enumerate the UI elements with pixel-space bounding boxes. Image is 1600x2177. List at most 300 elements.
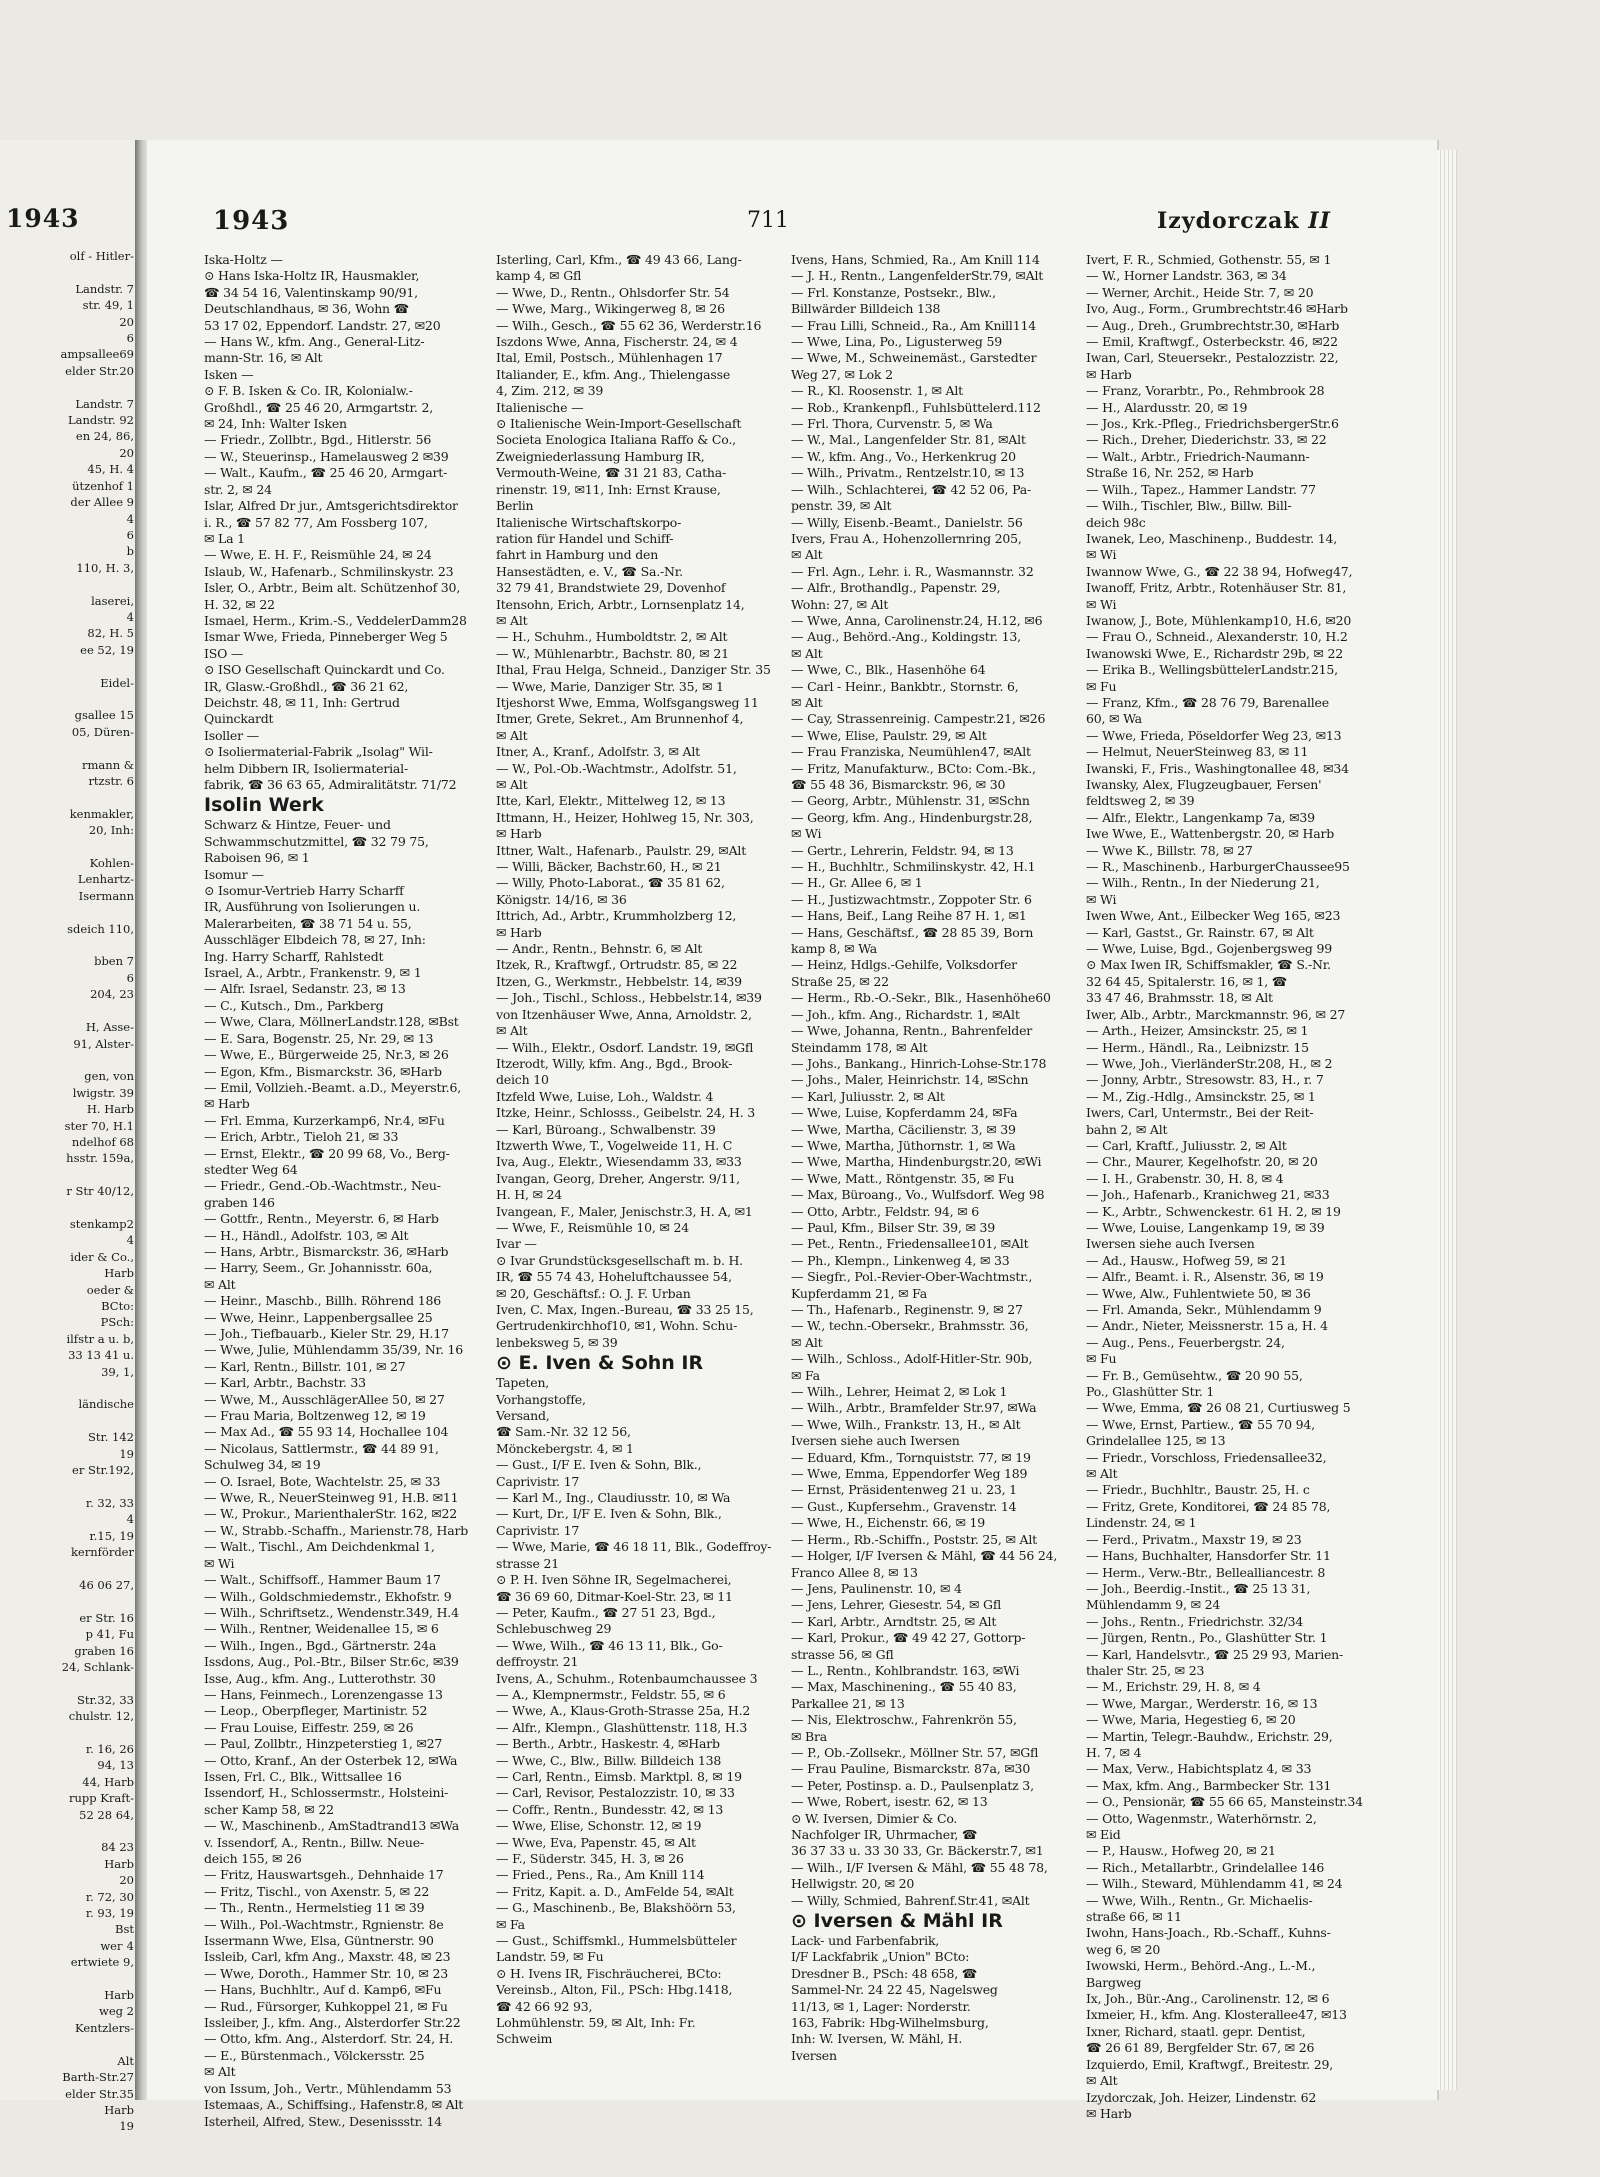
directory-entry-line: ✉ Fa (496, 1916, 525, 1932)
directory-entry-line: — Wwe, R., NeuerSteinweg 91, H.B. ✉11 (204, 1490, 459, 1506)
previous-page-fragment: ampsallee69 (60, 347, 134, 362)
directory-entry-line: Itmer, Grete, Sekret., Am Brunnenhof 4, (496, 711, 744, 727)
previous-page-fragment: 6 (126, 331, 134, 346)
directory-entry-line: — E., Bürstenmach., Völckersstr. 25 (204, 2047, 425, 2063)
directory-entry-line: — Joh., Hafenarb., Kranichweg 21, ✉33 (1086, 1187, 1330, 1203)
directory-entry-line: ✉ Wi (1086, 891, 1117, 907)
directory-entry-line: weg 6, ✉ 20 (1086, 1941, 1161, 1957)
previous-page-fragment: 84 23 (101, 1840, 134, 1855)
directory-entry-line: ⊙ ISO Gesellschaft Quinckardt und Co. (204, 662, 445, 678)
directory-entry-line: — Willy, Schmied, Bahrenf.Str.41, ✉Alt (791, 1892, 1030, 1908)
previous-page-fragment: 19 (119, 2119, 134, 2134)
directory-entry-line: penstr. 39, ✉ Alt (791, 498, 892, 514)
previous-page-fragment: 20 (119, 445, 134, 460)
directory-entry-line: Mühlendamm 9, ✉ 24 (1086, 1597, 1221, 1613)
directory-entry-line: — W., Mal., Langenfelder Str. 81, ✉Alt (791, 432, 1026, 448)
directory-entry-line: Ixmeier, H., kfm. Ang. Klosterallee47, ✉13 (1086, 2007, 1347, 2023)
directory-entry-line: H. 32, ✉ 22 (204, 596, 275, 612)
directory-entry-line: Vorhangstoffe, (496, 1391, 586, 1407)
directory-entry-line: Berlin (496, 498, 534, 514)
previous-page-fragment: ee 52, 19 (80, 642, 134, 657)
directory-entry-line: ✉ Alt (1086, 1466, 1118, 1482)
directory-entry-line: — H., Schuhm., Humboldtstr. 2, ✉ Alt (496, 629, 728, 645)
directory-entry-line: — Gertr., Lehrerin, Feldstr. 94, ✉ 13 (791, 842, 1014, 858)
directory-entry-line: — W., techn.-Obersekr., Brahmsstr. 36, (791, 1318, 1029, 1334)
directory-entry-line: — Aug., Behörd.-Ang., Koldingstr. 13, (791, 629, 1021, 645)
directory-entry-line: — Arth., Heizer, Amsinckstr. 25, ✉ 1 (1086, 1023, 1309, 1039)
directory-entry-line: — Gust., Schiffsmkl., Hummelsbütteler (496, 1933, 737, 1949)
previous-page-fragment (4, 937, 134, 953)
directory-entry-line: — Wilh., Rentn., In der Niederung 21, (1086, 875, 1320, 891)
directory-entry-line: ✉ Alt (791, 1334, 823, 1350)
directory-entry-line: ⊙ H. Ivens IR, Fischräucherei, BCto: (496, 1965, 722, 1981)
directory-entry-line: Itner, A., Kranf., Adolfstr. 3, ✉ Alt (496, 744, 700, 760)
directory-entry-line: ✉ 20, Geschäftsf.: O. J. F. Urban (496, 1285, 691, 1301)
directory-entry-line: — Gottfr., Rentn., Meyerstr. 6, ✉ Harb (204, 1211, 439, 1227)
directory-entry-line: Iwanowski Wwe, E., Richardstr 29b, ✉ 22 (1086, 645, 1343, 661)
directory-entry-line: ⊙ Ivar Grundstücksgesellschaft m. b. H. (496, 1252, 743, 1268)
page-header (147, 206, 1437, 246)
directory-entry-line: ☎ 42 66 92 93, (496, 1998, 593, 2014)
previous-page-fragment: 19 (119, 1446, 134, 1461)
running-head-name: Izydorczak (1157, 208, 1300, 234)
directory-entry-line: — Wwe, Elise, Schonstr. 12, ✉ 19 (496, 1818, 702, 1834)
directory-entry-line: ✉ Alt (496, 727, 528, 743)
directory-entry-line: Ittrich, Ad., Arbtr., Krummholzberg 12, (496, 908, 737, 924)
previous-page-fragment: Str.32, 33 (77, 1692, 134, 1707)
previous-page-fragment: Alt (117, 2053, 134, 2068)
directory-entry-line: — Wilh., Schlachterei, ☎ 42 52 06, Pa- (791, 481, 1032, 497)
directory-entry-line: — I. H., Grabenstr. 30, H. 8, ✉ 4 (1086, 1170, 1284, 1186)
directory-entry-line: Ivar — (496, 1236, 537, 1252)
previous-page-fragment: Lenhartz- (77, 872, 134, 887)
previous-page-fragment: kenmakler, (69, 806, 134, 821)
directory-entry-line: — C., Kutsch., Dm., Parkberg (204, 997, 384, 1013)
directory-entry-line: — Hans, Feinmech., Lorenzengasse 13 (204, 1686, 443, 1702)
previous-page-fragment: graben 16 (74, 1643, 134, 1658)
directory-entry-line: — Ferd., Privatm., Maxstr 19, ✉ 23 (1086, 1531, 1302, 1547)
previous-page-text-fragments (4, 248, 134, 2135)
directory-entry-line: 32 79 41, Brandstwiete 29, Dovenhof (496, 580, 726, 596)
directory-entry-line: Issleib, Carl, kfm Ang., Maxstr. 48, ✉ 23 (204, 1949, 451, 1965)
previous-page-fragment: ndelhof 68 (71, 1134, 134, 1149)
directory-entry-line: — Walt., Tischl., Am Deichdenkmal 1, (204, 1539, 435, 1555)
directory-entry-line: ⊙ Max Iwen IR, Schiffsmakler, ☎ S.-Nr. (1086, 957, 1331, 973)
directory-entry-line: — Fritz, Tischl., von Axenstr. 5, ✉ 22 (204, 1883, 430, 1899)
directory-entry-line: — Johs., Rentn., Friedrichstr. 32/34 (1086, 1613, 1304, 1629)
directory-entry-line: — Wwe, Doroth., Hammer Str. 10, ✉ 23 (204, 1965, 448, 1981)
directory-entry-line: — Johs., Maler, Heinrichstr. 14, ✉Schn (791, 1072, 1029, 1088)
directory-entry-line: — Wwe, Matt., Röntgenstr. 35, ✉ Fu (791, 1170, 1015, 1186)
directory-entry-line: ✉ Alt (204, 1276, 236, 1292)
previous-page-fragment: 6 (126, 527, 134, 542)
directory-entry-line: — Joh., Tiefbauarb., Kieler Str. 29, H.17 (204, 1326, 449, 1341)
previous-page-fragment: r. 32, 33 (85, 1495, 134, 1510)
directory-entry-line: Ital, Emil, Postsch., Mühlenhagen 17 (496, 350, 723, 366)
directory-entry-line: ✉ Harb (1086, 366, 1132, 382)
directory-entry-line: — Paul, Kfm., Bilser Str. 39, ✉ 39 (791, 1219, 995, 1235)
directory-entry-line: 33 47 46, Brahmsstr. 18, ✉ Alt (1086, 990, 1273, 1006)
directory-entry-line: Izydorczak, Joh. Heizer, Lindenstr. 62 (1086, 2089, 1317, 2105)
directory-entry-line: — Emil, Vollzieh.-Beamt. a.D., Meyerstr.6, (204, 1079, 461, 1095)
directory-entry-line: Großhdl., ☎ 25 46 20, Armgartstr. 2, (204, 399, 433, 415)
directory-entry-line: Izquierdo, Emil, Kraftwgf., Breitestr. 29, (1086, 2056, 1334, 2072)
directory-entry-line: Iwe Wwe, E., Wattenbergstr. 20, ✉ Harb (1086, 826, 1335, 842)
directory-entry-line: — Alfr., Elektr., Langenkamp 7a, ✉39 (1086, 809, 1315, 825)
directory-entry-line: Vereinsb., Alton, Fil., PSch: Hbg.1418, (496, 1982, 733, 1998)
directory-entry-line: ☎ 36 69 60, Ditmar-Koel-Str. 23, ✉ 11 (496, 1588, 733, 1604)
directory-entry-line: — Max, kfm. Ang., Barmbecker Str. 131 (1086, 1777, 1332, 1793)
directory-entry-line: — Wilh., Steward, Mühlendamm 41, ✉ 24 (1086, 1876, 1343, 1892)
directory-entry-line: Itte, Karl, Elektr., Mittelweg 12, ✉ 13 (496, 793, 726, 809)
previous-page-fragment (4, 1971, 134, 1987)
directory-entry-line: — M., Zig.-Hdlg., Amsinckstr. 25, ✉ 1 (1086, 1088, 1316, 1104)
directory-entry-line: ⊙ Iversen & Mähl IR (791, 1910, 1003, 1933)
page-year: 1943 (213, 206, 290, 236)
directory-entry-line: Schwarz & Hintze, Feuer- und (204, 817, 391, 833)
column-4 (1086, 252, 1368, 2121)
previous-page-fragment: gsallee 15 (74, 708, 134, 723)
previous-page-fragment: ländische (78, 1397, 134, 1412)
directory-entry-line: Wohn: 27, ✉ Alt (791, 596, 889, 612)
directory-entry-line: — Georg, kfm. Ang., Hindenburgstr.28, (791, 809, 1033, 825)
directory-entry-line: Ivo, Aug., Form., Grumbrechtstr.46 ✉Harb (1086, 301, 1348, 317)
directory-entry-line: Po., Glashütter Str. 1 (1086, 1384, 1215, 1400)
previous-page-fragment: der Allee 9 (70, 495, 134, 510)
previous-page-fragment (4, 1478, 134, 1494)
directory-entry-line: — J. H., Rentn., LangenfelderStr.79, ✉Alt (791, 268, 1044, 284)
directory-entry-line: 53 17 02, Eppendorf. Landstr. 27, ✉20 (204, 317, 441, 333)
directory-entry-line: I/F Lackfabrik „Union" BCto: (791, 1949, 970, 1965)
previous-page-fragment (4, 2036, 134, 2052)
previous-page-fragment: Landstr. 92 (68, 413, 134, 428)
directory-entry-line: ⊙ Italienische Wein-Import-Gesellschaft (496, 416, 742, 432)
directory-entry-line: — Fritz, Kapit. a. D., AmFelde 54, ✉Alt (496, 1883, 734, 1899)
previous-page-fragment: 94, 13 (97, 1758, 134, 1773)
directory-entry-line: Israel, A., Arbtr., Frankenstr. 9, ✉ 1 (204, 965, 422, 981)
previous-page-fragment: 20, Inh: (88, 823, 134, 838)
directory-entry-line: — Cay, Strassenreinig. Campestr.21, ✉26 (791, 711, 1046, 727)
directory-entry-line: — Otto, kfm. Ang., Alsterdorf. Str. 24, H. (204, 2031, 454, 2047)
directory-entry-line: — Berth., Arbtr., Haskestr. 4, ✉Harb (496, 1736, 720, 1752)
directory-entry-line: — Karl, Arbtr., Arndtstr. 25, ✉ Alt (791, 1613, 997, 1629)
directory-entry-line: Itzwerth Wwe, T., Vogelweide 11, H. C (496, 1137, 733, 1153)
previous-page-fragment (4, 1052, 134, 1068)
directory-columns (204, 252, 1379, 2129)
previous-page-fragment: r. 72, 30 (85, 1889, 134, 1904)
directory-entry-line: — Franz, Vorarbtr., Po., Rehmbrook 28 (1086, 383, 1325, 399)
directory-entry-line: Straße 25, ✉ 22 (791, 973, 889, 989)
directory-entry-line: — Wilh., Schloss., Adolf-Hitler-Str. 90b, (791, 1351, 1033, 1367)
directory-entry-line: — Emil, Kraftwgf., Osterbeckstr. 46, ✉22 (1086, 334, 1338, 350)
directory-entry-line: — Karl, Handelsvtr., ☎ 25 29 93, Marien- (1086, 1646, 1344, 1662)
directory-entry-line: Iwohn, Hans-Joach., Rb.-Schaff., Kuhns- (1086, 1925, 1331, 1941)
directory-entry-line: — Wwe, Margar., Werderstr. 16, ✉ 13 (1086, 1695, 1318, 1711)
directory-entry-line: Ausschläger Elbdeich 78, ✉ 27, Inh: (204, 932, 426, 948)
directory-entry-line: — Aug., Dreh., Grumbrechtstr.30, ✉Harb (1086, 317, 1340, 333)
directory-entry-line: ✉ Fa (791, 1367, 820, 1383)
previous-page-fragment: H. Harb (86, 1102, 134, 1117)
directory-entry-line: — Hans, Buchhltr., Auf d. Kamp6, ✉Fu (204, 1982, 442, 1998)
directory-entry-line: — Karl, Prokur., ☎ 49 42 27, Gottorp- (791, 1630, 1026, 1646)
previous-page-fragment: hsstr. 159a, (66, 1151, 134, 1166)
directory-entry-line: Hansestädten, e. V., ☎ Sa.-Nr. (496, 563, 683, 579)
directory-entry-line: — Leop., Oberpfleger, Martinistr. 52 (204, 1703, 428, 1719)
directory-entry-line: ✉ Harb (1086, 2105, 1132, 2121)
directory-entry-line: v. Issendorf, A., Rentn., Billw. Neue- (204, 1834, 424, 1850)
previous-page-fragment: laserei, (91, 593, 134, 608)
directory-entry-line: — Helmut, NeuerSteinweg 83, ✉ 11 (1086, 744, 1309, 760)
previous-page-fragment: weg 2 (99, 2004, 134, 2019)
directory-entry-line: Ivangean, F., Maler, Jenischstr.3, H. A, ✉1 (496, 1203, 753, 1219)
previous-page-fragment: r. 16, 26 (85, 1741, 134, 1756)
directory-entry-line: — Wwe, M., Schweinemäst., Garstedter (791, 350, 1037, 366)
previous-page-fragment: 24, Schlank- (61, 1659, 134, 1674)
directory-entry-line: Ivangan, Georg, Dreher, Angerstr. 9/11, (496, 1170, 740, 1186)
directory-entry-line: — Wwe, Luise, Bgd., Gojenbergsweg 99 (1086, 941, 1332, 957)
directory-entry-line: — Jos., Krk.-Pfleg., FriedrichsbergerStr.6 (1086, 416, 1339, 432)
directory-entry-line: — Alfr., Brothandlg., Papenstr. 29, (791, 580, 1001, 596)
column-1 (204, 252, 486, 2129)
directory-entry-line: — W., kfm. Ang., Vo., Herkenkrug 20 (791, 448, 1016, 464)
directory-entry-line: — Frl. Emma, Kurzerkamp6, Nr.4, ✉Fu (204, 1112, 445, 1128)
previous-page-fragment (4, 1003, 134, 1019)
directory-entry-line: ⊙ Isomur-Vertrieb Harry Scharff (204, 883, 404, 899)
directory-entry-line: Itzfeld Wwe, Luise, Loh., Waldstr. 4 (496, 1088, 714, 1104)
directory-entry-line: — Karl, Juliusstr. 2, ✉ Alt (791, 1088, 945, 1104)
directory-entry-line: — Andr., Rentn., Behnstr. 6, ✉ Alt (496, 941, 703, 957)
directory-entry-line: — Harry, Seem., Gr. Johannisstr. 60a, (204, 1260, 433, 1276)
directory-entry-line: — W., Maschinenb., AmStadtrand13 ✉Wa (204, 1818, 459, 1834)
directory-entry-line: Islar, Alfred Dr jur., Amtsgerichtsdirektor (204, 498, 458, 514)
directory-entry-line: Malerarbeiten, ☎ 38 71 54 u. 55, (204, 915, 412, 931)
directory-entry-line: — Wwe, Clara, MöllnerLandstr.128, ✉Bst (204, 1014, 459, 1030)
directory-entry-line: — Willy, Eisenb.-Beamt., Danielstr. 56 (791, 514, 1023, 530)
previous-page-fragment: Eidel- (100, 675, 134, 690)
directory-entry-line: Landstr. 59, ✉ Fu (496, 1949, 604, 1965)
directory-entry-line: — Wwe, Marie, Danziger Str. 35, ✉ 1 (496, 678, 724, 694)
directory-entry-line: — Wwe, Martha, Jüthornstr. 1, ✉ Wa (791, 1137, 1016, 1153)
directory-entry-line: Ivert, F. R., Schmied, Gothenstr. 55, ✉ 1 (1086, 252, 1332, 267)
directory-entry-line: Straße 16, Nr. 252, ✉ Harb (1086, 465, 1254, 481)
directory-entry-line: ⊙ F. B. Isken & Co. IR, Kolonialw.- (204, 383, 413, 399)
directory-entry-line: — Wwe, Emma, ☎ 26 08 21, Curtiusweg 5 (1086, 1400, 1351, 1416)
directory-entry-line: stedter Weg 64 (204, 1161, 298, 1177)
directory-entry-line: — Wwe, F., Reismühle 10, ✉ 24 (496, 1219, 689, 1235)
directory-entry-line: — Carl, Kraftf., Juliusstr. 2, ✉ Alt (1086, 1137, 1287, 1153)
directory-entry-line: thaler Str. 25, ✉ 23 (1086, 1662, 1205, 1678)
directory-entry-line: — Erich, Arbtr., Tieloh 21, ✉ 33 (204, 1129, 399, 1145)
previous-page-edge (0, 140, 137, 2134)
directory-entry-line: — P., Hausw., Hofweg 20, ✉ 21 (1086, 1843, 1276, 1859)
directory-entry-line: — Hans, Buchhalter, Hansdorfer Str. 11 (1086, 1548, 1331, 1564)
directory-entry-line: Ismael, Herm., Krim.-S., VeddelerDamm28 (204, 612, 467, 628)
directory-entry-line: — Wilh., Privatm., Rentzelstr.10, ✉ 13 (791, 465, 1025, 481)
directory-entry-line: — Walt., Kaufm., ☎ 25 46 20, Armgart- (204, 465, 448, 481)
directory-entry-line: — Jens, Paulinenstr. 10, ✉ 4 (791, 1580, 962, 1596)
directory-entry-line: Tapeten, (496, 1375, 550, 1391)
directory-entry-line: — Herm., Rb.-O.-Sekr., Blk., Hasenhöhe60 (791, 990, 1051, 1006)
directory-entry-line: — H., Gr. Allee 6, ✉ 1 (791, 875, 923, 891)
directory-entry-line: ✉ Wi (204, 1555, 235, 1571)
directory-entry-line: — Wwe, Johanna, Rentn., Bahrenfelder (791, 1023, 1033, 1039)
directory-entry-line: — Wwe, Martha, Cäcilienstr. 3, ✉ 39 (791, 1121, 1016, 1137)
directory-entry-line: Iwanoff, Fritz, Arbtr., Rotenhäuser Str. 81, (1086, 580, 1347, 596)
directory-entry-line: Ixner, Richard, staatl. gepr. Dentist, (1086, 2023, 1306, 2039)
directory-entry-line: IR, Glasw.-Großhdl., ☎ 36 21 62, (204, 678, 409, 694)
directory-entry-line: — Fritz, Grete, Konditorei, ☎ 24 85 78, (1086, 1498, 1331, 1514)
directory-entry-line: — Siegfr., Pol.-Revier-Ober-Wachtmstr., (791, 1269, 1033, 1285)
directory-entry-line: — Wilh., Gesch., ☎ 55 62 36, Werderstr.16 (496, 317, 762, 333)
previous-page-fragment: 46 06 27, (79, 1577, 134, 1592)
directory-entry-line: IR, Ausführung von Isolierungen u. (204, 899, 421, 915)
directory-entry-line: Vermouth-Weine, ☎ 31 21 83, Catha- (496, 465, 727, 481)
previous-page-fragment: 52 28 64, (79, 1807, 134, 1822)
previous-page-fragment (4, 379, 134, 395)
previous-page-fragment (4, 839, 134, 855)
directory-entry-line: — Chr., Maurer, Kegelhofstr. 20, ✉ 20 (1086, 1154, 1318, 1170)
directory-entry-line: — Wwe, Wilh., Frankstr. 13, H., ✉ Alt (791, 1416, 1021, 1432)
directory-entry-line: — Martin, Telegr.-Bauhdw., Erichstr. 29, (1086, 1728, 1333, 1744)
running-head (1157, 208, 1331, 234)
directory-entry-line: — Max, Verw., Habichtsplatz 4, ✉ 33 (1086, 1761, 1312, 1777)
directory-entry-line: — Frau O., Schneid., Alexanderstr. 10, H.2 (1086, 629, 1348, 645)
previous-page-fragment: olf - Hitler- (69, 249, 134, 263)
directory-entry-line: Mönckebergstr. 4, ✉ 1 (496, 1440, 634, 1456)
directory-entry-line: ISO — (204, 645, 244, 661)
directory-entry-line: str. 2, ✉ 24 (204, 481, 272, 497)
previous-page-fragment: Landstr. 7 (75, 396, 134, 411)
directory-entry-line: Gertrudenkirchhof10, ✉1, Wohn. Schu- (496, 1318, 738, 1334)
directory-entry-line: ✉ Wi (1086, 547, 1117, 563)
directory-entry-line: — Wwe, E., Bürgerweide 25, Nr.3, ✉ 26 (204, 1047, 449, 1063)
directory-entry-line: Itzek, R., Kraftwgf., Ortrudstr. 85, ✉ 22 (496, 957, 738, 973)
directory-entry-line: — Carl, Rentn., Eimsb. Marktpl. 8, ✉ 19 (496, 1768, 742, 1784)
directory-entry-line: — Jonny, Arbtr., Stresowstr. 83, H., r. 7 (1086, 1072, 1324, 1088)
directory-entry-line: Iwanek, Leo, Maschinenp., Buddestr. 14, (1086, 530, 1338, 546)
previous-page-fragment: 82, H. 5 (87, 626, 134, 641)
directory-entry-line: 32 64 45, Spitalerstr. 16, ✉ 1, ☎ (1086, 973, 1288, 989)
directory-entry-line: von Issum, Joh., Vertr., Mühlendamm 53 (204, 2080, 452, 2096)
previous-page-fragment: stenkamp2 (69, 1216, 134, 1231)
directory-entry-line: — Wwe, Joh., VierländerStr.208, H., ✉ 2 (1086, 1055, 1333, 1071)
directory-entry-line: Schwammschutzmittel, ☎ 32 79 75, (204, 833, 429, 849)
previous-page-fragment: Harb (104, 1988, 134, 2003)
directory-entry-line: Iwansky, Alex, Flugzeugbauer, Fersen' (1086, 777, 1322, 792)
directory-entry-line: Iszdons Wwe, Anna, Fischerstr. 24, ✉ 4 (496, 334, 738, 350)
directory-entry-line: — O., Pensionär, ☎ 55 66 65, Mansteinstr.34 (1086, 1794, 1363, 1810)
directory-entry-line: — Wwe, Louise, Langenkamp 19, ✉ 39 (1086, 1219, 1325, 1235)
directory-entry-line: — Wwe, M., AusschlägerAllee 50, ✉ 27 (204, 1391, 445, 1407)
directory-entry-line: — Frl. Konstanze, Postsekr., Blw., (791, 284, 996, 300)
directory-entry-line: Sammel-Nr. 24 22 45, Nagelsweg (791, 1982, 998, 1998)
directory-entry-line: — Joh., Tischl., Schloss., Hebbelstr.14, ✉39 (496, 990, 762, 1006)
previous-page-fragment: ützenhof 1 (72, 478, 134, 493)
directory-entry-line: — Wwe, H., Eichenstr. 66, ✉ 19 (791, 1515, 986, 1531)
directory-entry-line: graben 146 (204, 1194, 275, 1210)
directory-entry-line: Isse, Aug., kfm. Ang., Lutterothstr. 30 (204, 1670, 436, 1686)
directory-entry-line: — W., Prokur., MarienthalerStr. 162, ✉22 (204, 1506, 458, 1522)
directory-entry-line: Iven, C. Max, Ingen.-Bureau, ☎ 33 25 15, (496, 1302, 754, 1317)
directory-entry-line: — Frau Pauline, Bismarckstr. 87a, ✉30 (791, 1761, 1031, 1777)
directory-entry-line: — Wwe, Marie, ☎ 46 18 11, Blk., Godeffroy- (496, 1539, 772, 1555)
directory-entry-line: Lohmühlenstr. 59, ✉ Alt, Inh: Fr. (496, 2015, 696, 2031)
directory-entry-line: — Wwe, C., Blk., Hasenhöhe 64 (791, 662, 986, 678)
directory-entry-line: — Wilh., Ingen., Bgd., Gärtnerstr. 24a (204, 1637, 437, 1653)
directory-entry-line: — Alfr. Israel, Sedanstr. 23, ✉ 13 (204, 981, 406, 997)
previous-page-fragment (4, 1413, 134, 1429)
directory-entry-line: Inh: W. Iversen, W. Mähl, H. (791, 2031, 963, 2047)
directory-entry-line: Isterheil, Alfred, Stew., Desenissstr. 14 (204, 2113, 443, 2129)
directory-entry-line: ✉ Alt (791, 694, 823, 710)
directory-entry-line: ration für Handel und Schiff- (496, 530, 674, 546)
running-head-roman: II (1308, 208, 1331, 234)
directory-entry-line: Iwannow Wwe, G., ☎ 22 38 94, Hofweg47, (1086, 563, 1353, 579)
directory-entry-line: — Joh., kfm. Ang., Richardstr. 1, ✉Alt (791, 1006, 1020, 1022)
directory-entry-line: ✉ Wi (1086, 596, 1117, 612)
directory-entry-line: — Karl, Gastst., Gr. Rainstr. 67, ✉ Alt (1086, 924, 1314, 940)
directory-entry-line: strasse 21 (496, 1555, 559, 1571)
directory-entry-line: — Fried., Pens., Ra., Am Knill 114 (496, 1867, 705, 1883)
previous-page-fragment: Kentzlers- (75, 2020, 134, 2035)
directory-entry-line: Caprivistr. 17 (496, 1522, 580, 1538)
previous-page-fragment: oeder & (86, 1282, 134, 1297)
directory-entry-line: deich 10 (496, 1072, 549, 1088)
directory-entry-line: ✉ Eid (1086, 1827, 1121, 1842)
directory-entry-line: — Walt., Arbtr., Friedrich-Naumann- (1086, 448, 1310, 464)
directory-entry-line: Lindenstr. 24, ✉ 1 (1086, 1515, 1197, 1531)
directory-entry-line: — Wwe, Maria, Hegestieg 6, ✉ 20 (1086, 1712, 1296, 1728)
directory-entry-line: Iwowski, Herm., Behörd.-Ang., L.-M., (1086, 1958, 1316, 1974)
directory-entry-line: Iwersen siehe auch Iversen (1086, 1236, 1255, 1252)
previous-page-fragment: er Str. 16 (79, 1610, 134, 1625)
previous-page-fragment: 4 (126, 1233, 134, 1248)
directory-page (147, 140, 1437, 2129)
directory-entry-line: — R., Maschinenb., HarburgerChaussee95 (1086, 859, 1350, 875)
directory-entry-line: — Otto, Wagenmstr., Waterhörnstr. 2, (1086, 1810, 1317, 1826)
previous-page-fragment: 20 (119, 314, 134, 329)
directory-entry-line: kamp 8, ✉ Wa (791, 941, 878, 957)
directory-entry-line: ✉ Alt (496, 1023, 528, 1039)
directory-entry-line: Schlebuschweg 29 (496, 1621, 612, 1637)
directory-entry-line: 11/13, ✉ 1, Lager: Norderstr. (791, 1998, 971, 2014)
previous-page-fragment: sdeich 110, (67, 921, 134, 936)
directory-entry-line: — Th., Hafenarb., Reginenstr. 9, ✉ 27 (791, 1302, 1023, 1317)
previous-page-fragment: PSch: (100, 1315, 134, 1330)
previous-page-fragment (4, 1380, 134, 1396)
directory-entry-line: — W., Mühlenarbtr., Bachstr. 80, ✉ 21 (496, 645, 729, 661)
previous-page-fragment: bben 7 (94, 954, 134, 969)
directory-entry-line: — Nicolaus, Sattlermstr., ☎ 44 89 91, (204, 1440, 439, 1456)
directory-entry-line: — A., Klempnermstr., Feldstr. 55, ✉ 6 (496, 1686, 726, 1702)
directory-entry-line: — Wwe, Heinr., Lappenbergsallee 25 (204, 1309, 433, 1325)
directory-entry-line: ⊙ Hans Iska-Holtz IR, Hausmakler, (204, 268, 420, 284)
previous-page-fragment: rupp Kraft- (69, 1791, 134, 1806)
directory-entry-line: mann-Str. 16, ✉ Alt (204, 350, 323, 366)
directory-entry-line: 163, Fabrik: Hbg-Wilhelmsburg, (791, 2015, 989, 2031)
directory-entry-line: — Frau Franziska, Neumühlen47, ✉Alt (791, 744, 1031, 760)
directory-entry-line: — Frau Maria, Boltzenweg 12, ✉ 19 (204, 1408, 426, 1424)
previous-page-fragment: ster 70, H.1 (64, 1118, 134, 1133)
directory-entry-line: Iwanski, F., Fris., Washingtonallee 48, ✉34 (1086, 760, 1349, 776)
directory-entry-line: ⊙ Isoliermaterial-Fabrik „Isolag" Wil- (204, 744, 433, 760)
directory-entry-line: — Eduard, Kfm., Tornquiststr. 77, ✉ 19 (791, 1449, 1031, 1465)
directory-entry-line: — Wilh., Goldschmiedemstr., Ekhofstr. 9 (204, 1588, 452, 1604)
directory-entry-line: 4, Zim. 212, ✉ 39 (496, 383, 604, 399)
directory-entry-line: — Wilh., Lehrer, Heimat 2, ✉ Lok 1 (791, 1384, 1008, 1400)
previous-page-fragment: kernförder (70, 1545, 134, 1560)
directory-entry-line: — Wwe, D., Rentn., Ohlsdorfer Str. 54 (496, 284, 730, 300)
